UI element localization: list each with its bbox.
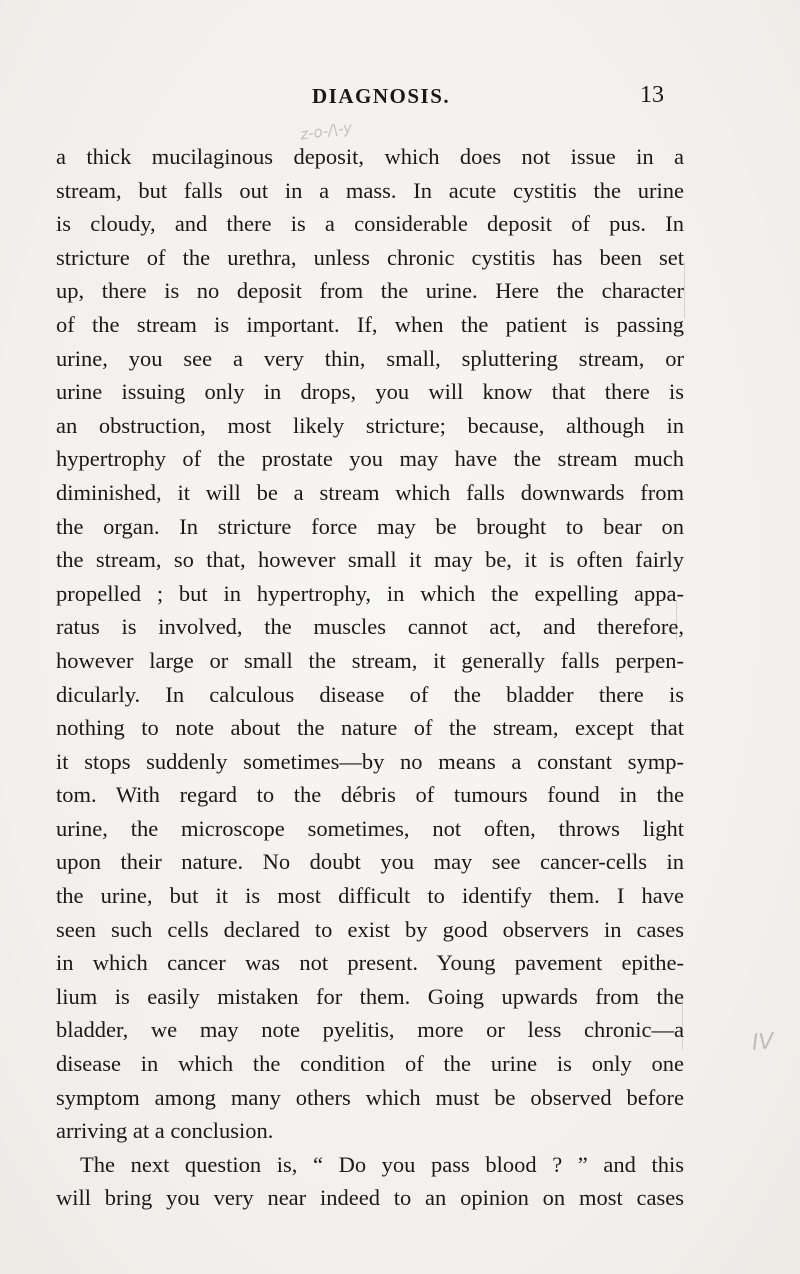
- text-line: of the stream is important. If, when the patient is passing: [56, 311, 684, 337]
- text-line: hypertrophy of the prostate you may have the stream much: [56, 446, 684, 472]
- text-line: upon their nature. No doubt you may see cancer-cells in: [56, 849, 684, 875]
- page-number: 13: [640, 82, 664, 108]
- text-line: an obstruction, most likely stricture; because, although in: [56, 412, 684, 438]
- text-line: bladder, we may note pyelitis, more or less chronic—a: [56, 1017, 684, 1043]
- text-line: nothing to note about the nature of the stream, except that: [56, 715, 684, 741]
- text-line: urine, you see a very thin, small, spluttering stream, or: [56, 345, 684, 371]
- text-line: seen such cells declared to exist by good observers in cases: [56, 916, 684, 942]
- text-line: disease in which the condition of the urine is only one: [56, 1051, 684, 1077]
- text-line: propelled ; but in hypertrophy, in which the expelling appa-: [56, 580, 684, 606]
- text-line: symptom among many others which must be observed before: [56, 1084, 684, 1110]
- text-line: dicularly. In calculous disease of the bladder there is: [56, 681, 684, 707]
- text-line: arriving at a conclusion.: [56, 1118, 274, 1144]
- pencil-annotation-margin: IV: [751, 1029, 775, 1056]
- text-line: up, there is no deposit from the urine. Here the character: [56, 278, 684, 304]
- text-line: it stops suddenly sometimes—by no means a constant symp-: [56, 748, 684, 774]
- running-head: DIAGNOSIS.: [312, 84, 451, 108]
- text-line: however large or small the stream, it generally falls perpen-: [56, 647, 684, 673]
- text-line: the organ. In stricture force may be brought to bear on: [56, 513, 684, 539]
- text-line: a thick mucilaginous deposit, which does not issue in a: [56, 144, 684, 169]
- text-line: stricture of the urethra, unless chronic cystitis has been set: [56, 244, 684, 270]
- text-line: ratus is involved, the muscles cannot act, and therefore,: [56, 614, 684, 640]
- text-line: urine issuing only in drops, you will know that there is: [56, 379, 684, 405]
- text-line: diminished, it will be a stream which falls downwards from: [56, 479, 684, 505]
- text-line: in which cancer was not present. Young pavement epithe-: [56, 950, 684, 976]
- text-line: will bring you very near indeed to an opinion on most cases: [56, 1185, 684, 1211]
- body-text: [56, 140, 684, 1215]
- text-line: lium is easily mistaken for them. Going upwards from the: [56, 983, 684, 1009]
- text-line: the urine, but it is most difficult to identify them. I have: [56, 883, 684, 909]
- text-line: The next question is, “ Do you pass blood ? ” and this: [80, 1151, 684, 1177]
- pencil-annotation-top: z-o-/\-y: [299, 118, 354, 144]
- text-line: is cloudy, and there is a considerable deposit of pus. In: [56, 211, 684, 237]
- text-line: urine, the microscope sometimes, not often, throws light: [56, 815, 684, 841]
- text-line: tom. With regard to the débris of tumours found in the: [56, 782, 684, 808]
- text-line: the stream, so that, however small it may be, it is often fairly: [56, 547, 684, 573]
- text-line: stream, but falls out in a mass. In acute cystitis the urine: [56, 177, 684, 203]
- scan-margin-line: [684, 262, 685, 318]
